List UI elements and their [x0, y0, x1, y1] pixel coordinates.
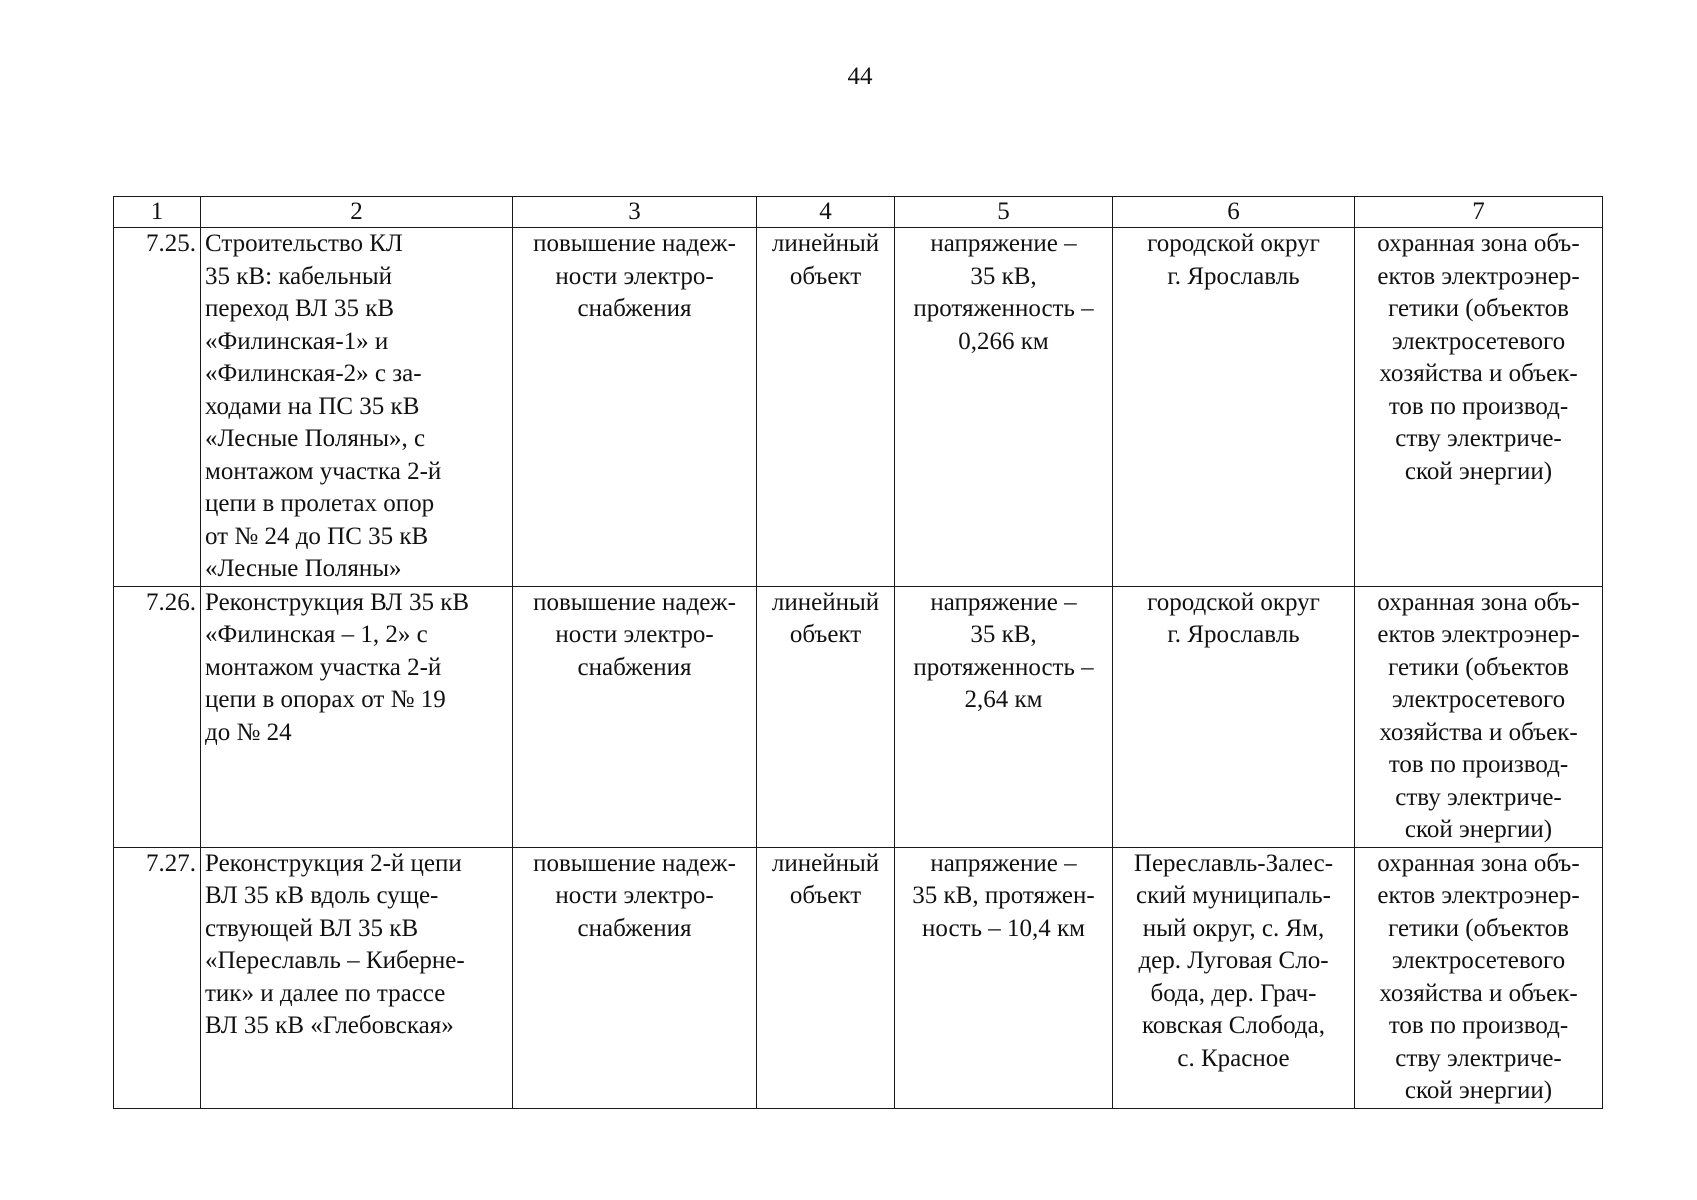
row-number: 7.26. — [114, 586, 201, 847]
header-cell-5: 5 — [895, 197, 1113, 228]
header-cell-3: 3 — [513, 197, 757, 228]
object-location: городской округ г. Ярославль — [1113, 228, 1355, 587]
header-cell-1: 1 — [114, 197, 201, 228]
row-number: 7.25. — [114, 228, 201, 587]
table-row — [114, 228, 1603, 587]
header-cell-4: 4 — [757, 197, 895, 228]
object-params: напряжение – 35 кВ, протяженность – 0,266 км — [895, 228, 1113, 587]
object-params: напряжение – 35 кВ, протяженность – 2,64 км — [895, 586, 1113, 847]
object-params: напряжение – 35 кВ, протяжен- ность – 10,4 км — [895, 847, 1113, 1108]
header-cell-2: 2 — [201, 197, 513, 228]
objects-table — [113, 196, 1603, 1109]
object-zone: охранная зона объ- ектов электроэнер- гетики (объектов электросетевого хозяйства и объек- тов по производ- ству электриче- ской энергии) — [1355, 228, 1603, 587]
object-purpose: повышение надеж- ности электро- снабжения — [513, 228, 757, 587]
object-location: городской округ г. Ярославль — [1113, 586, 1355, 847]
object-name: Строительство КЛ 35 кВ: кабельный переход ВЛ 35 кВ «Филинская-1» и «Филинская-2» с за- ходами на ПС 35 кВ «Лесные Поляны», с монтажом участка 2-й цепи в пролетах опор от № 24 до ПС 35 кВ «Лесные Поляны» — [201, 228, 513, 587]
object-zone: охранная зона объ- ектов электроэнер- гетики (объектов электросетевого хозяйства и объек- тов по производ- ству электриче- ской энергии) — [1355, 847, 1603, 1108]
object-purpose: повышение надеж- ности электро- снабжения — [513, 847, 757, 1108]
page-number: 44 — [847, 63, 873, 90]
object-zone: охранная зона объ- ектов электроэнер- гетики (объектов электросетевого хозяйства и объек- тов по производ- ству электриче- ской энергии) — [1355, 586, 1603, 847]
object-type: линейный объект — [757, 586, 895, 847]
object-name: Реконструкция ВЛ 35 кВ «Филинская – 1, 2» с монтажом участка 2-й цепи в опорах от № 19 до № 24 — [201, 586, 513, 847]
object-type: линейный объект — [757, 228, 895, 587]
row-number: 7.27. — [114, 847, 201, 1108]
header-cell-7: 7 — [1355, 197, 1603, 228]
object-purpose: повышение надеж- ности электро- снабжения — [513, 586, 757, 847]
object-name: Реконструкция 2-й цепи ВЛ 35 кВ вдоль суще- ствующей ВЛ 35 кВ «Переславль – Киберне- тик» и далее по трассе ВЛ 35 кВ «Глебовская» — [201, 847, 513, 1108]
table-row — [114, 586, 1603, 847]
header-cell-6: 6 — [1113, 197, 1355, 228]
object-location: Переславль-Залес- ский муниципаль- ный округ, с. Ям, дер. Луговая Сло- бода, дер. Грач- ковская Слобода, с. Красное — [1113, 847, 1355, 1108]
object-type: линейный объект — [757, 847, 895, 1108]
header-row — [114, 197, 1603, 228]
table-row — [114, 847, 1603, 1108]
